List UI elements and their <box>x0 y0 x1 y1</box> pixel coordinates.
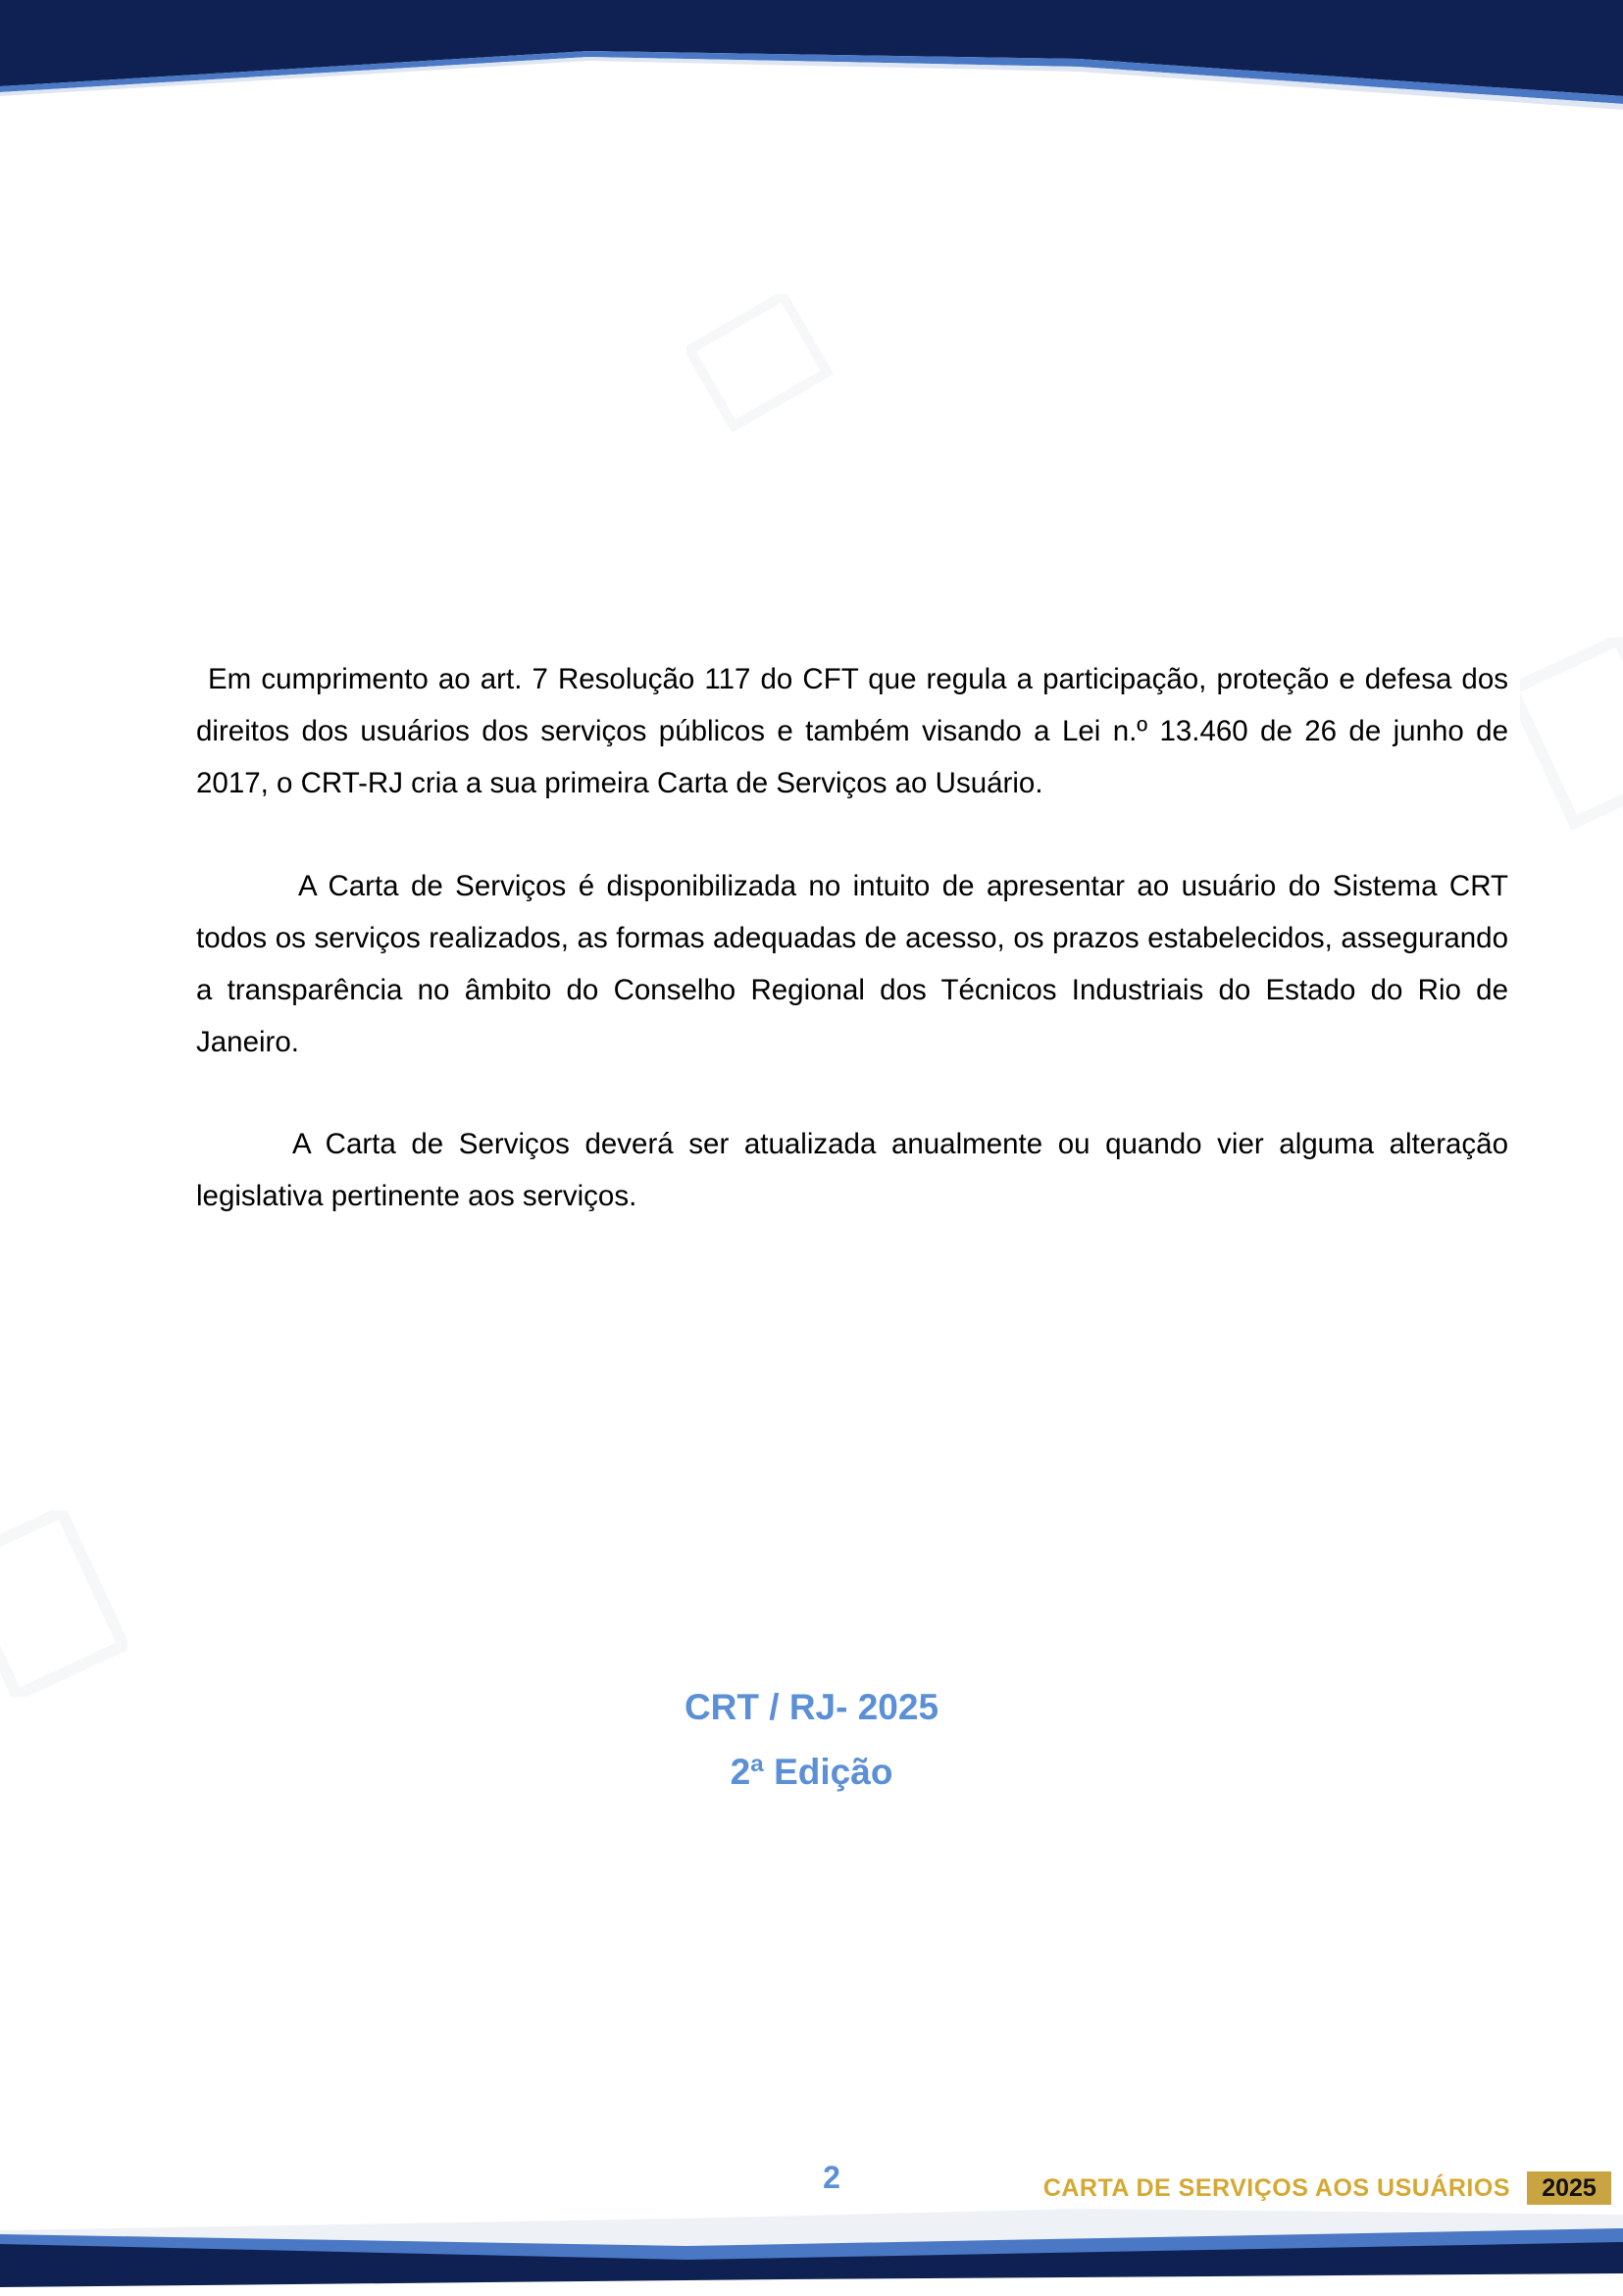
footer-year-badge: 2025 <box>1527 2171 1611 2205</box>
paragraph-intro <box>196 653 1508 809</box>
paragraph-text: A Carta de Serviços deverá ser atualizada anualmente ou quando vier alguma alteração legislativa pertinente aos serviços. <box>196 1128 1508 1212</box>
paragraph-text: A Carta de Serviços é disponibilizada no intuito de apresentar ao usuário do Sistema CRT todos os serviços realizados, as formas adequadas de acesso, os prazos estabelecidos, assegurando a transparência no âmbito do Conselho Regional dos Técnicos Industriais do Estado do Rio de Janeiro. <box>196 870 1508 1058</box>
watermark-mark-left <box>0 1510 127 1697</box>
paragraph-text: Em cumprimento ao art. 7 Resolução 117 do CFT que regula a participação, proteção e defesa dos direitos dos usuários dos serviços públicos e também visando a Lei n.º 13.460 de 26 de junho de 2017, o CRT-RJ cria a sua primeira Carta de Serviços ao Usuário. <box>196 663 1508 799</box>
watermark-mark-right <box>1520 638 1623 834</box>
paragraph-update <box>196 1118 1508 1222</box>
watermark-mark-top <box>686 294 843 432</box>
footer-title: CARTA DE SERVIÇOS AOS USUÁRIOS <box>1042 2174 1510 2202</box>
edition-title: CRT / RJ- 2025 <box>684 1687 939 1727</box>
header-band <box>0 0 1623 118</box>
page-number: 2 <box>823 2160 840 2195</box>
edition-block <box>0 1675 1623 1805</box>
edition-number: 2ª Edição <box>730 1752 893 1792</box>
paragraph-purpose <box>196 860 1508 1068</box>
